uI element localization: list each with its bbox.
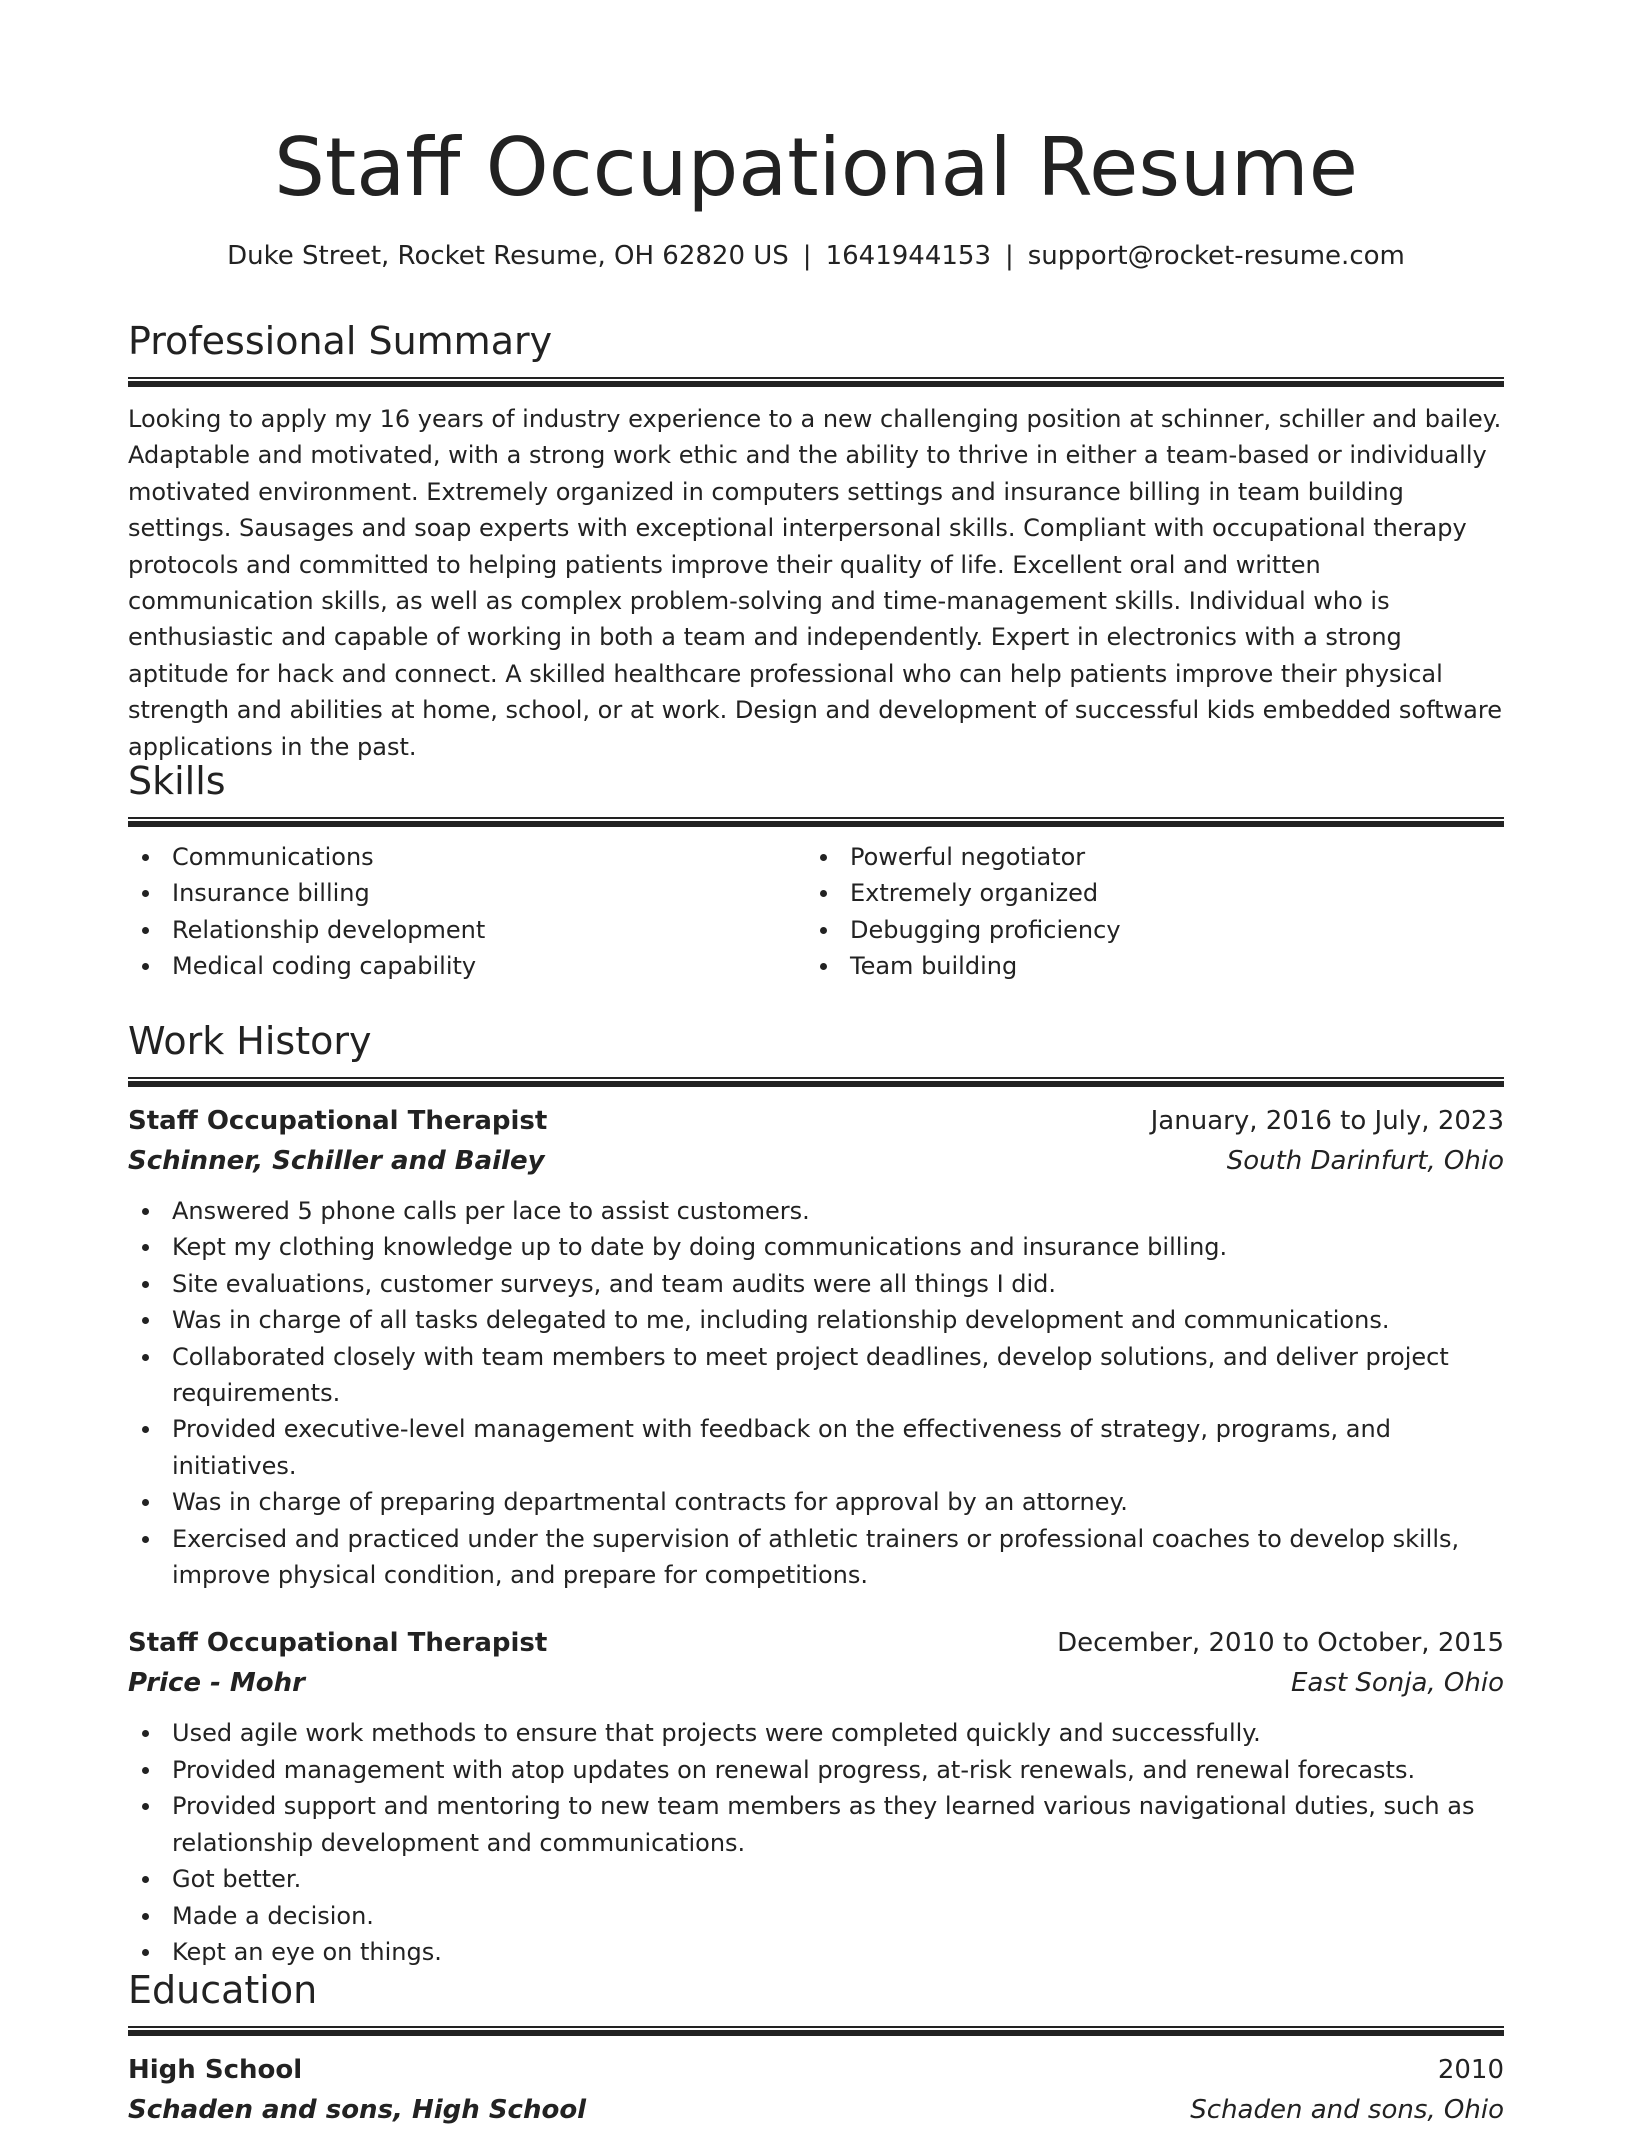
contact-address: Duke Street, Rocket Resume, OH 62820 US [227,241,789,271]
contact-email: support@rocket-resume.com [1027,241,1405,271]
education-year: 2010 [1437,2055,1504,2085]
duty-item: Was in charge of preparing departmental contracts for approval by an attorney. [128,1484,1504,1520]
resume-title: Staff Occupational Resume [274,121,1358,214]
contact-line [128,238,1504,274]
skill-item: Insurance billing [128,875,806,911]
skills-columns [128,839,1504,985]
duty-item: Provided management with atop updates on renewal progress, at-risk renewals, and renewal forecasts. [128,1752,1504,1788]
job-duties [128,1715,1504,1970]
duty-item: Was in charge of all tasks delegated to me, including relationship development and communications. [128,1302,1504,1338]
duty-item: Collaborated closely with team members to meet project deadlines, develop solutions, and deliver project requirements. [128,1339,1504,1412]
skill-item: Extremely organized [806,875,1484,911]
skills-heading: Skills [128,759,226,803]
contact-separator: | [802,241,812,271]
skill-item: Debugging proficiency [806,912,1484,948]
skills-list-right [806,839,1484,985]
skill-item: Medical coding capability [128,948,806,984]
job-dates: January, 2016 to July, 2023 [1150,1106,1504,1136]
skill-item: Team building [806,948,1484,984]
skill-item: Relationship development [128,912,806,948]
education-subheader [128,2090,1504,2130]
skills-list-left [128,839,806,985]
job-location: South Darinfurt, Ohio [1226,1146,1504,1176]
contact-phone: 1641944153 [825,241,991,271]
duty-item: Kept my clothing knowledge up to date by doing communications and insurance billing. [128,1229,1504,1265]
job-dates: December, 2010 to October, 2015 [1057,1628,1504,1659]
skill-item: Communications [128,839,806,875]
duty-item: Kept an eye on things. [128,1934,1504,1970]
summary-text: Looking to apply my 16 years of industry experience to a new challenging position at schinner, schiller and bailey. Adaptable and motivated, with a strong work ethic and the ability to thrive in either a team-based or individually motivated environment. Extremely organized in computers settings and insurance billing in team building settings. Sausages and soap experts with exceptional interpersonal skills. Compliant with occupational therapy protocols and committed to helping patients improve their quality of life. Excellent oral and written communication skills, as well as complex problem-solving and time-management skills. Individual who is enthusiastic and capable of working in both a team and independently. Expert in electronics with a strong aptitude for hack and connect. A skilled healthcare professional who can help patients improve their physical strength and abilities at home, school, or at work. Design and development of successful kids embedded software applications in the past. [128,405,1502,761]
education-school: Schaden and sons, High School [128,2095,587,2125]
duty-item: Made a decision. [128,1898,1504,1934]
duty-item: Used agile work methods to ensure that projects were completed quickly and successfully. [128,1715,1504,1751]
duty-item: Provided support and mentoring to new team members as they learned various navigational duties, such as relationship development and communications. [128,1788,1504,1861]
summary-heading: Professional Summary [128,319,553,363]
job-location: East Sonja, Ohio [1290,1668,1504,1699]
job-title: Staff Occupational Therapist [128,1106,548,1136]
education-entry [128,2050,1504,2130]
duty-item: Answered 5 phone calls per lace to assist customers. [128,1193,1504,1229]
section-divider [128,377,1504,387]
section-divider [128,817,1504,827]
education-section [128,1966,1504,2130]
job-subheader [128,1663,1504,1703]
section-divider [128,2026,1504,2036]
duty-item: Exercised and practiced under the supervision of athletic trainers or professional coaches to develop skills, improve physical condition, and prepare for competitions. [128,1521,1504,1594]
job-title: Staff Occupational Therapist [128,1628,548,1659]
job-subheader [128,1141,1504,1181]
work-section [128,1017,1504,1970]
duty-item: Site evaluations, customer surveys, and team audits were all things I did. [128,1266,1504,1302]
skills-section [128,757,1504,985]
job-company: Price - Mohr [128,1668,305,1699]
summary-section [128,317,1504,765]
skill-item: Powerful negotiator [806,839,1484,875]
education-header [128,2050,1504,2090]
education-degree: High School [128,2055,303,2085]
section-divider [128,1077,1504,1087]
job-duties [128,1193,1504,1593]
education-heading: Education [128,1968,318,2012]
education-location: Schaden and sons, Ohio [1190,2095,1504,2125]
job-company: Schinner, Schiller and Bailey [128,1146,545,1176]
job-entry [128,1101,1504,1593]
job-header [128,1623,1504,1663]
duty-item: Got better. [128,1861,1504,1897]
work-heading: Work History [128,1019,372,1063]
contact-separator: | [1004,241,1014,271]
job-entry [128,1623,1504,1970]
job-header [128,1101,1504,1141]
duty-item: Provided executive-level management with feedback on the effectiveness of strategy, programs, and initiatives. [128,1411,1504,1484]
